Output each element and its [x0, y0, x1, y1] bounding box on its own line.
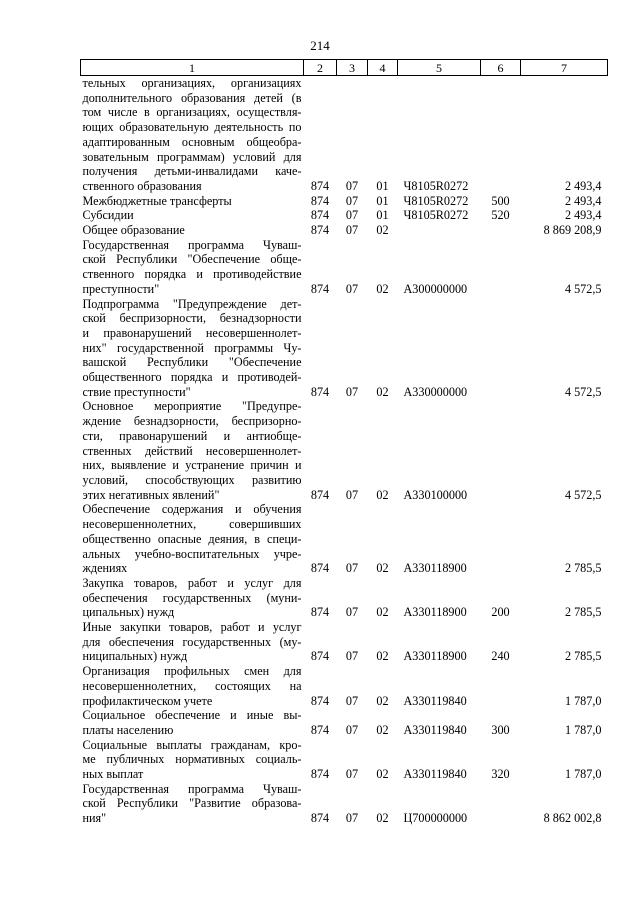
row-name-line: Организация профильных смен для [82, 664, 302, 679]
table-row [81, 708, 608, 737]
table-row [81, 399, 608, 502]
row-amount: 8 869 208,9 [543, 223, 602, 238]
row-target-article: А300000000 [403, 281, 468, 296]
row-expense-type: 520 [491, 208, 510, 223]
table-row [81, 738, 608, 782]
row-section: 07 [345, 178, 359, 193]
row-name-line: профилактическом учете [82, 693, 213, 708]
row-name-line: Общее образование [82, 223, 185, 238]
row-expense-type: 200 [491, 605, 510, 620]
row-amount: 1 787,0 [564, 767, 602, 782]
row-name [81, 708, 304, 737]
row-admin-code: 874 [310, 281, 330, 296]
row-amount: 2 493,4 [564, 193, 602, 208]
header-row [81, 60, 608, 76]
row-target-article [398, 223, 481, 238]
row-expense-type [481, 502, 521, 576]
row-amount: 8 862 002,8 [543, 811, 602, 826]
header-col-subsection: 4 [368, 60, 398, 76]
row-expense-type [481, 76, 521, 194]
row-admin-code: 874 [310, 605, 330, 620]
row-section: 07 [345, 693, 359, 708]
row-target-article: А330100000 [403, 487, 468, 502]
row-name-line: них" государственной программы Чу- [82, 340, 302, 355]
row-target-article: А330000000 [403, 384, 468, 399]
row-name-line: ственного порядка и противодействие [82, 267, 302, 282]
row-amount: 1 787,0 [564, 693, 602, 708]
row-name-line: преступности" [82, 281, 160, 296]
table-body [81, 76, 608, 826]
row-name-line: ской беспризорности, безнадзорности [82, 311, 302, 326]
row-name-line: обеспечения государственных (муни- [82, 590, 302, 605]
row-target-article: Ч8105R0272 [403, 178, 469, 193]
row-name-line: Межбюджетные трансферты [82, 193, 232, 208]
row-target-article: А330118900 [403, 649, 467, 664]
row-subsection: 02 [376, 693, 389, 708]
row-name-line: платы населению [82, 722, 174, 737]
header-col-section: 3 [337, 60, 368, 76]
row-target-article: А330119840 [403, 722, 467, 737]
row-amount: 2 785,5 [564, 605, 602, 620]
row-name-line: вашской Республики "Обеспечение [82, 355, 302, 370]
row-name-line: Социальное обеспечение и иные вы- [82, 708, 302, 723]
row-name [81, 502, 304, 576]
row-subsection: 02 [376, 281, 389, 296]
row-name-line: ствие преступности" [82, 384, 191, 399]
row-name-line: адаптированным основным общеобра- [82, 134, 302, 149]
row-name-line: ждение безнадзорности, беспризорно- [82, 414, 302, 429]
row-expense-type [481, 223, 521, 238]
row-name-line: Субсидии [82, 208, 134, 223]
row-admin-code: 874 [310, 649, 330, 664]
row-admin-code: 874 [310, 193, 330, 208]
row-section: 07 [345, 223, 359, 238]
row-admin-code: 874 [310, 223, 330, 238]
row-subsection: 01 [376, 208, 389, 223]
row-name [81, 208, 304, 223]
row-name-line: несовершеннолетних, совершивших [82, 517, 302, 532]
row-name-line: сти, правонарушений и антиобще- [82, 428, 302, 443]
row-name-line: ской Республики "Развитие образова- [82, 796, 302, 811]
table-row [81, 194, 608, 209]
row-name [81, 576, 304, 620]
row-name-line: общественного порядка и противодей- [82, 370, 302, 385]
row-subsection: 02 [376, 649, 389, 664]
row-target-article: А330118900 [403, 605, 467, 620]
row-amount: 2 785,5 [564, 561, 602, 576]
row-name-line: Государственная программа Чуваш- [82, 781, 302, 796]
row-expense-type [481, 664, 521, 708]
table-row [81, 620, 608, 664]
row-name [81, 194, 304, 209]
row-subsection: 02 [376, 722, 389, 737]
row-name [81, 664, 304, 708]
row-name-line: этих негативных явлений" [82, 487, 220, 502]
table-row [81, 576, 608, 620]
table-row [81, 76, 608, 194]
row-name-line: ме публичных нормативных социаль- [82, 752, 302, 767]
row-name [81, 223, 304, 238]
row-name [81, 782, 304, 826]
row-expense-type: 300 [491, 722, 510, 737]
row-name-line: ниципальных) нужд [82, 649, 188, 664]
row-section: 07 [345, 487, 359, 502]
row-admin-code: 874 [310, 178, 330, 193]
table-row [81, 664, 608, 708]
row-name-line: получения детьми-инвалидами каче- [82, 164, 302, 179]
row-section: 07 [345, 193, 359, 208]
row-section: 07 [345, 208, 359, 223]
row-name-line: и правонарушений несовершеннолет- [82, 325, 302, 340]
row-expense-type [481, 399, 521, 502]
row-admin-code: 874 [310, 208, 330, 223]
row-name-line: условий, способствующих развитию [82, 472, 302, 487]
row-name [81, 297, 304, 400]
row-section: 07 [345, 722, 359, 737]
row-expense-type: 500 [491, 193, 510, 208]
row-name [81, 738, 304, 782]
row-name-line: Государственная программа Чуваш- [82, 237, 302, 252]
row-section: 07 [345, 767, 359, 782]
row-name-line: для обеспечения государственных (му- [82, 634, 302, 649]
row-section: 07 [345, 811, 359, 826]
row-name [81, 76, 304, 194]
budget-table [80, 59, 608, 826]
row-name [81, 399, 304, 502]
row-expense-type [481, 782, 521, 826]
table-header [81, 60, 608, 76]
row-amount: 1 787,0 [564, 722, 602, 737]
row-expense-type [481, 238, 521, 297]
row-subsection: 02 [376, 487, 389, 502]
table-row [81, 238, 608, 297]
row-name-line: дополнительного образования детей (в [82, 90, 302, 105]
row-name-line: ных выплат [82, 767, 144, 782]
table-row [81, 297, 608, 400]
row-name-line: несовершеннолетних, состоящих на [82, 678, 302, 693]
row-target-article: Ц700000000 [403, 811, 468, 826]
row-target-article: А330119840 [403, 767, 467, 782]
row-name-line: Основное мероприятие "Предупре- [82, 399, 302, 414]
row-name-line: ципальных) нужд [82, 605, 175, 620]
row-admin-code: 874 [310, 384, 330, 399]
page-number: 214 [310, 38, 330, 53]
row-name [81, 238, 304, 297]
row-admin-code: 874 [310, 487, 330, 502]
table-row [81, 223, 608, 238]
row-section: 07 [345, 561, 359, 576]
header-col-amount: 7 [521, 60, 608, 76]
row-amount: 2 493,4 [564, 178, 602, 193]
row-section: 07 [345, 649, 359, 664]
row-target-article: А330119840 [403, 693, 467, 708]
row-subsection: 02 [376, 384, 389, 399]
row-amount: 2 493,4 [564, 208, 602, 223]
row-name-line: альных учебно-воспитательных учре- [82, 546, 302, 561]
row-expense-type: 240 [491, 649, 510, 664]
row-name-line: Иные закупки товаров, работ и услуг [82, 620, 302, 635]
row-name-line: Подпрограмма "Предупреждение дет- [82, 296, 302, 311]
table-row [81, 208, 608, 223]
row-admin-code: 874 [310, 561, 330, 576]
row-name-line: ния" [82, 811, 107, 826]
row-name-line: ждениях [82, 561, 128, 576]
row-expense-type [481, 297, 521, 400]
row-subsection: 01 [376, 178, 389, 193]
row-subsection: 02 [376, 767, 389, 782]
row-name-line: зовательным программам) условий для [82, 149, 302, 164]
row-amount: 4 572,5 [564, 281, 602, 296]
row-subsection: 02 [376, 605, 389, 620]
header-col-admin: 2 [304, 60, 337, 76]
table-row [81, 782, 608, 826]
table-row [81, 502, 608, 576]
row-amount: 4 572,5 [564, 487, 602, 502]
row-name-line: Обеспечение содержания и обучения [82, 502, 302, 517]
row-name-line: Социальные выплаты гражданам, кро- [82, 737, 302, 752]
row-name-line: ственного образования [82, 178, 202, 193]
row-name-line: ственных действий несовершеннолет- [82, 443, 302, 458]
row-name-line: Закупка товаров, работ и услуг для [82, 575, 302, 590]
row-name-line: тельных организациях, организациях [82, 76, 302, 90]
row-target-article: А330118900 [403, 561, 467, 576]
row-name-line: ющих образовательную деятельность по [82, 120, 302, 135]
row-target-article: Ч8105R0272 [403, 193, 469, 208]
row-name-line: общественно опасные деяния, в специ- [82, 531, 302, 546]
row-name-line: них, выявление и устранение причин и [82, 458, 302, 473]
header-col-target: 5 [398, 60, 481, 76]
row-subsection: 01 [376, 193, 389, 208]
row-admin-code: 874 [310, 811, 330, 826]
row-subsection: 02 [376, 811, 389, 826]
row-expense-type: 320 [491, 767, 510, 782]
row-name [81, 620, 304, 664]
row-amount: 4 572,5 [564, 384, 602, 399]
row-name-line: том числе в организациях, осуществля- [82, 105, 302, 120]
row-amount: 2 785,5 [564, 649, 602, 664]
row-name-line: ской Республики "Обеспечение обще- [82, 252, 302, 267]
row-section: 07 [345, 281, 359, 296]
row-admin-code: 874 [310, 767, 330, 782]
row-target-article: Ч8105R0272 [403, 208, 469, 223]
row-subsection: 02 [376, 561, 389, 576]
header-col-name: 1 [81, 60, 304, 76]
header-col-expense-type: 6 [481, 60, 521, 76]
row-subsection: 02 [376, 223, 389, 238]
row-section: 07 [345, 384, 359, 399]
row-admin-code: 874 [310, 722, 330, 737]
row-section: 07 [345, 605, 359, 620]
row-admin-code: 874 [310, 693, 330, 708]
